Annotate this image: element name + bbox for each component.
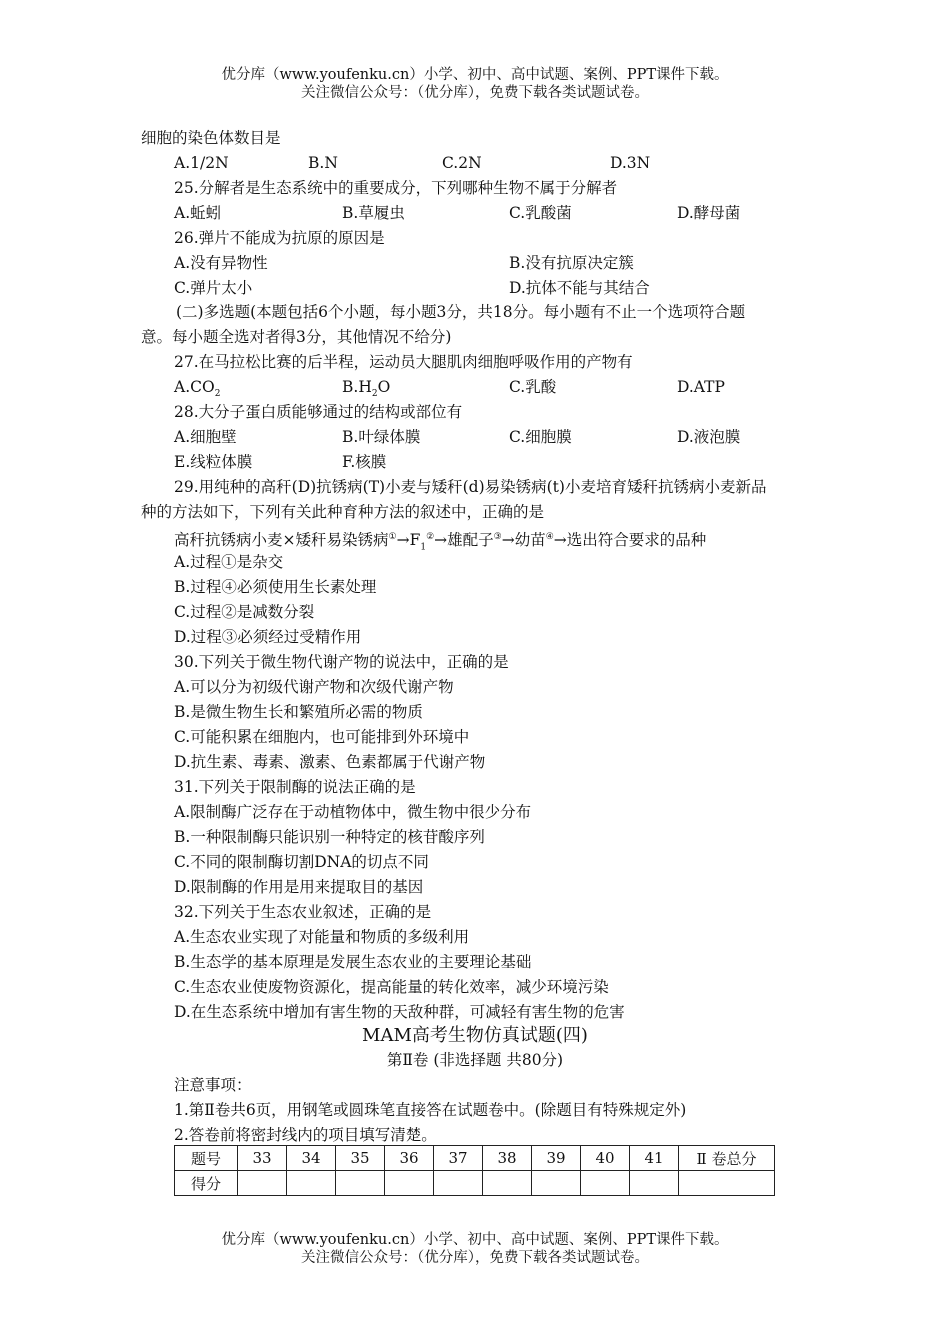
q27-option-a: $A.CO_2$	[174, 378, 221, 400]
section2-heading-line2: 意。每小题全选对者得3分，其他情况不给分)	[141, 328, 452, 346]
header-line-2: 关注微信公众号：（优分库），免费下载各类试题试卷。	[301, 85, 649, 101]
q29-option-a: A.过程①是杂交	[174, 553, 284, 571]
score-header-cell: 37	[434, 1146, 483, 1171]
q32-stem: 32.下列关于生态农业叙述，正确的是	[174, 903, 432, 921]
q32-option-b: B.生态学的基本原理是发展生态农业的主要理论基础	[174, 953, 532, 971]
score-row-label: 得分	[175, 1171, 238, 1196]
q29-stem-line1: 29.用纯种的高秆(D)抗锈病(T)小麦与矮秆(d)易染锈病(t)小麦培育矮秆抗锈病小麦新品	[174, 478, 767, 496]
q30-option-a: A.可以分为初级代谢产物和次级代谢产物	[174, 678, 454, 696]
note-1: 1.第Ⅱ卷共6页，用钢笔或圆珠笔直接答在试题卷中。(除题目有特殊规定外)	[174, 1101, 687, 1119]
score-table	[174, 1145, 775, 1196]
score-header-cell: 41	[630, 1146, 679, 1171]
score-input-cell[interactable]	[434, 1171, 483, 1196]
q29-option-c: C.过程②是减数分裂	[174, 603, 315, 621]
q27-option-d: D.ATP	[677, 378, 725, 396]
notes-title: 注意事项：	[174, 1076, 252, 1094]
q32-option-a: A.生态农业实现了对能量和物质的多级利用	[174, 928, 470, 946]
q28-option-a: A.细胞壁	[174, 428, 237, 446]
score-input-cell[interactable]	[532, 1171, 581, 1196]
q27-stem: 27.在马拉松比赛的后半程，运动员大腿肌肉细胞呼吸作用的产物有	[174, 353, 633, 371]
q30-option-c: C.可能积累在细胞内，也可能排到外环境中	[174, 728, 470, 746]
q31-option-d: D.限制酶的作用是用来提取目的基因	[174, 878, 424, 896]
part2-title: MAM高考生物仿真试题(四)	[362, 1025, 588, 1046]
q24-option-b: B.N	[308, 154, 338, 172]
score-header-cell: 35	[336, 1146, 385, 1171]
score-input-cell[interactable]	[483, 1171, 532, 1196]
section2-heading-line1: (二)多选题(本题包括6个小题，每小题3分，共18分。每小题有不止一个选项符合题	[176, 303, 746, 321]
score-header-cell: 40	[581, 1146, 630, 1171]
q31-option-a: A.限制酶广泛存在于动植物体中，微生物中很少分布	[174, 803, 532, 821]
q30-stem: 30.下列关于微生物代谢产物的说法中，正确的是	[174, 653, 509, 671]
score-header-cell: Ⅱ 卷总分	[679, 1146, 775, 1171]
score-input-cell[interactable]	[630, 1171, 679, 1196]
q28-option-f: F.核膜	[342, 453, 387, 471]
q26-option-a: A.没有异物性	[174, 254, 268, 272]
q24-tail: 细胞的染色体数目是	[141, 129, 281, 147]
part2-subtitle: 第Ⅱ卷 (非选择题 共80分)	[386, 1051, 564, 1069]
score-input-cell[interactable]	[238, 1171, 287, 1196]
q28-option-b: B.叶绿体膜	[342, 428, 421, 446]
q28-option-e: E.线粒体膜	[174, 453, 253, 471]
q24-option-a: A.1/2N	[174, 154, 229, 172]
score-header-cell: 36	[385, 1146, 434, 1171]
q25-option-d: D.酵母菌	[677, 204, 741, 222]
q25-option-c: C.乳酸菌	[509, 204, 572, 222]
q29-breeding-flow: 高秆抗锈病小麦×矮秆易染锈病$^①\to F_1^②\to$雄配子③→幼苗④→选出符合要求的品种	[174, 531, 707, 553]
score-input-cell[interactable]	[287, 1171, 336, 1196]
score-table-score-row	[175, 1171, 775, 1196]
q26-option-b: B.没有抗原决定簇	[509, 254, 634, 272]
q31-option-b: B.一种限制酶只能识别一种特定的核苷酸序列	[174, 828, 485, 846]
q29-option-b: B.过程④必须使用生长素处理	[174, 578, 377, 596]
q26-stem: 26.弹片不能成为抗原的原因是	[174, 229, 385, 247]
q30-option-d: D.抗生素、毒素、激素、色素都属于代谢产物	[174, 753, 486, 771]
score-input-cell[interactable]	[385, 1171, 434, 1196]
q30-option-b: B.是微生物生长和繁殖所必需的物质	[174, 703, 423, 721]
q28-stem: 28.大分子蛋白质能够通过的结构或部位有	[174, 403, 463, 421]
score-input-cell[interactable]	[581, 1171, 630, 1196]
page-header	[0, 66, 950, 102]
q26-option-c: C.弹片太小	[174, 279, 253, 297]
q26-option-d: D.抗体不能与其结合	[509, 279, 650, 297]
q27-option-b: $B.H_2O$	[342, 378, 391, 400]
score-header-cell: 33	[238, 1146, 287, 1171]
q27-option-c: C.乳酸	[509, 378, 557, 396]
footer-line-1: 优分库（www.youfenku.cn）小学、初中、高中试题、案例、PPT课件下载。	[221, 1232, 729, 1248]
q32-option-d: D.在生态系统中增加有害生物的天敌种群，可减轻有害生物的危害	[174, 1003, 625, 1021]
q29-option-d: D.过程③必须经过受精作用	[174, 628, 362, 646]
note-2: 2.答卷前将密封线内的项目填写清楚。	[174, 1126, 437, 1144]
q29-stem-line2: 种的方法如下，下列有关此种育种方法的叙述中，正确的是	[141, 503, 545, 521]
score-input-cell[interactable]	[336, 1171, 385, 1196]
q32-option-c: C.生态农业使废物资源化，提高能量的转化效率，减少环境污染	[174, 978, 609, 996]
q28-option-c: C.细胞膜	[509, 428, 572, 446]
q25-option-b: B.草履虫	[342, 204, 405, 222]
q31-stem: 31.下列关于限制酶的说法正确的是	[174, 778, 416, 796]
header-line-1: 优分库（www.youfenku.cn）小学、初中、高中试题、案例、PPT课件下载。	[221, 67, 729, 83]
q25-stem: 25.分解者是生态系统中的重要成分，下列哪种生物不属于分解者	[174, 179, 618, 197]
score-header-cell: 38	[483, 1146, 532, 1171]
score-header-cell: 39	[532, 1146, 581, 1171]
q28-option-d: D.液泡膜	[677, 428, 741, 446]
page-footer	[0, 1231, 950, 1267]
q24-option-d: D.3N	[610, 154, 651, 172]
score-header-cell: 34	[287, 1146, 336, 1171]
footer-line-2: 关注微信公众号：（优分库），免费下载各类试题试卷。	[301, 1250, 649, 1266]
score-table-header-row	[175, 1146, 775, 1171]
q31-option-c: C.不同的限制酶切割DNA的切点不同	[174, 853, 429, 871]
q24-option-c: C.2N	[442, 154, 482, 172]
score-header-cell: 题号	[175, 1146, 238, 1171]
score-input-cell[interactable]	[679, 1171, 775, 1196]
q25-option-a: A.蚯蚓	[174, 204, 222, 222]
